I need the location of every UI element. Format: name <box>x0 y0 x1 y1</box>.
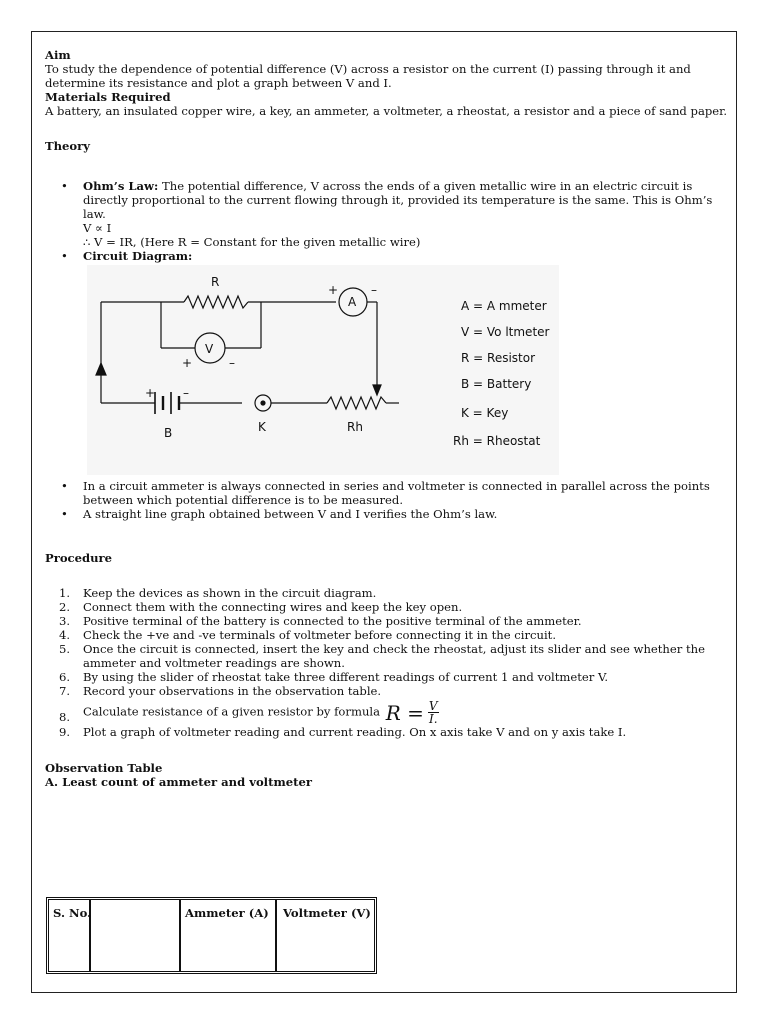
battery-minus: – <box>183 386 189 400</box>
list-item: 9. Plot a graph of voltmeter reading and current reading. On x axis take V and on y axis take I. <box>59 725 627 739</box>
observation-heading: Observation Table <box>45 761 163 775</box>
list-item: 1. Keep the devices as shown in the circuit diagram. <box>59 586 377 600</box>
list-item: 6. By using the slider of rheostat take three different readings of current 1 and voltmeter V. <box>59 670 609 684</box>
column-header-sno: S. No. <box>53 906 92 920</box>
list-item: 5. Once the circuit is connected, insert the key and check the rheostat, adjust its slider and see whether the ammeter and voltmeter readings are shown. <box>59 642 705 670</box>
rheostat-label: Rh <box>347 420 363 434</box>
battery-plus: + <box>145 386 156 400</box>
ohm-law-text: The potential difference, V across the ends of a given metallic wire in an electric circuit is directly proportional to the current flowing through it, provided its temperature is the same. This is Ohm’s law. <box>83 179 713 221</box>
legend-resistor: R = Resistor <box>461 351 536 365</box>
observation-subheading: A. Least count of ammeter and voltmeter <box>45 775 312 789</box>
circuit-label: Circuit Diagram: <box>83 249 193 263</box>
voltmeter-minus: – <box>229 356 235 370</box>
graph-bullet <box>45 507 730 521</box>
legend-rheostat: Rh = Rheostat <box>453 434 541 448</box>
bullet-icon: • <box>61 507 68 521</box>
list-item: 3. Positive terminal of the battery is connected to the positive terminal of the ammeter. <box>59 614 582 628</box>
bullet-icon: • <box>61 179 68 193</box>
list-item: 8. Calculate resistance of a given resistor by formula R = $\frac{V}{I.}$ <box>59 699 438 726</box>
voltmeter-plus: + <box>182 356 193 370</box>
bullet-text: A straight line graph obtained between V and I verifies the Ohm’s law. <box>83 507 498 521</box>
ohm-law-label: Ohm’s Law: <box>83 179 159 193</box>
resistance-formula: R = <box>385 700 424 725</box>
legend-key: K = Key <box>461 406 509 420</box>
materials-text: A battery, an insulated copper wire, a key, an ammeter, a voltmeter, a rheostat, a resistor and a piece of sand paper. <box>45 104 728 118</box>
column-divider <box>179 900 181 971</box>
observation-table <box>46 897 377 974</box>
key-label: K <box>258 420 266 434</box>
bullet-text: In a circuit ammeter is always connected in series and voltmeter is connected in parallel across the points between which potential difference is to be measured. <box>83 479 710 507</box>
formula-fraction: $\frac{V}{I.}$ <box>428 699 438 726</box>
aim-heading: Aim <box>45 48 71 62</box>
aim-text: To study the dependence of potential difference (V) across a resistor on the current (I) passing through it and determine its resistance and plot a graph between V and I. <box>45 62 691 90</box>
proportional-line: V ∝ I <box>83 221 112 235</box>
legend-ammeter: A = A mmeter <box>461 299 547 313</box>
list-item: 7. Record your observations in the observation table. <box>59 684 382 698</box>
materials-heading: Materials Required <box>45 90 171 104</box>
list-item: 4. Check the +ve and -ve terminals of voltmeter before connecting it in the circuit. <box>59 628 557 642</box>
series-parallel-bullet <box>45 479 730 507</box>
voltmeter-symbol: V <box>205 342 214 356</box>
legend-battery: B = Battery <box>461 377 532 391</box>
therefore-line: ∴ V = IR, (Here R = Constant for the given metallic wire) <box>83 235 421 249</box>
bullet-icon: • <box>61 249 68 263</box>
procedure-heading: Procedure <box>45 551 113 565</box>
column-header-ammeter: Ammeter (A) <box>185 906 269 920</box>
ammeter-symbol: A <box>348 295 357 309</box>
bullet-icon: • <box>61 479 68 493</box>
theory-heading: Theory <box>45 139 91 153</box>
list-item: 2. Connect them with the connecting wires and keep the key open. <box>59 600 463 614</box>
circuit-bullet <box>45 249 730 263</box>
resistor-label: R <box>211 275 220 289</box>
battery-label: B <box>164 426 173 440</box>
ammeter-plus: + <box>328 283 339 297</box>
circuit-svg <box>87 265 559 475</box>
procedure-list <box>45 586 730 739</box>
legend-voltmeter: V = Vo ltmeter <box>461 325 550 339</box>
ammeter-minus: – <box>371 283 377 297</box>
column-divider <box>275 900 277 971</box>
document-body <box>45 48 730 789</box>
circuit-diagram <box>87 265 559 475</box>
ohm-law-bullet <box>45 179 730 249</box>
column-header-voltmeter: Voltmeter (V) <box>283 906 371 920</box>
